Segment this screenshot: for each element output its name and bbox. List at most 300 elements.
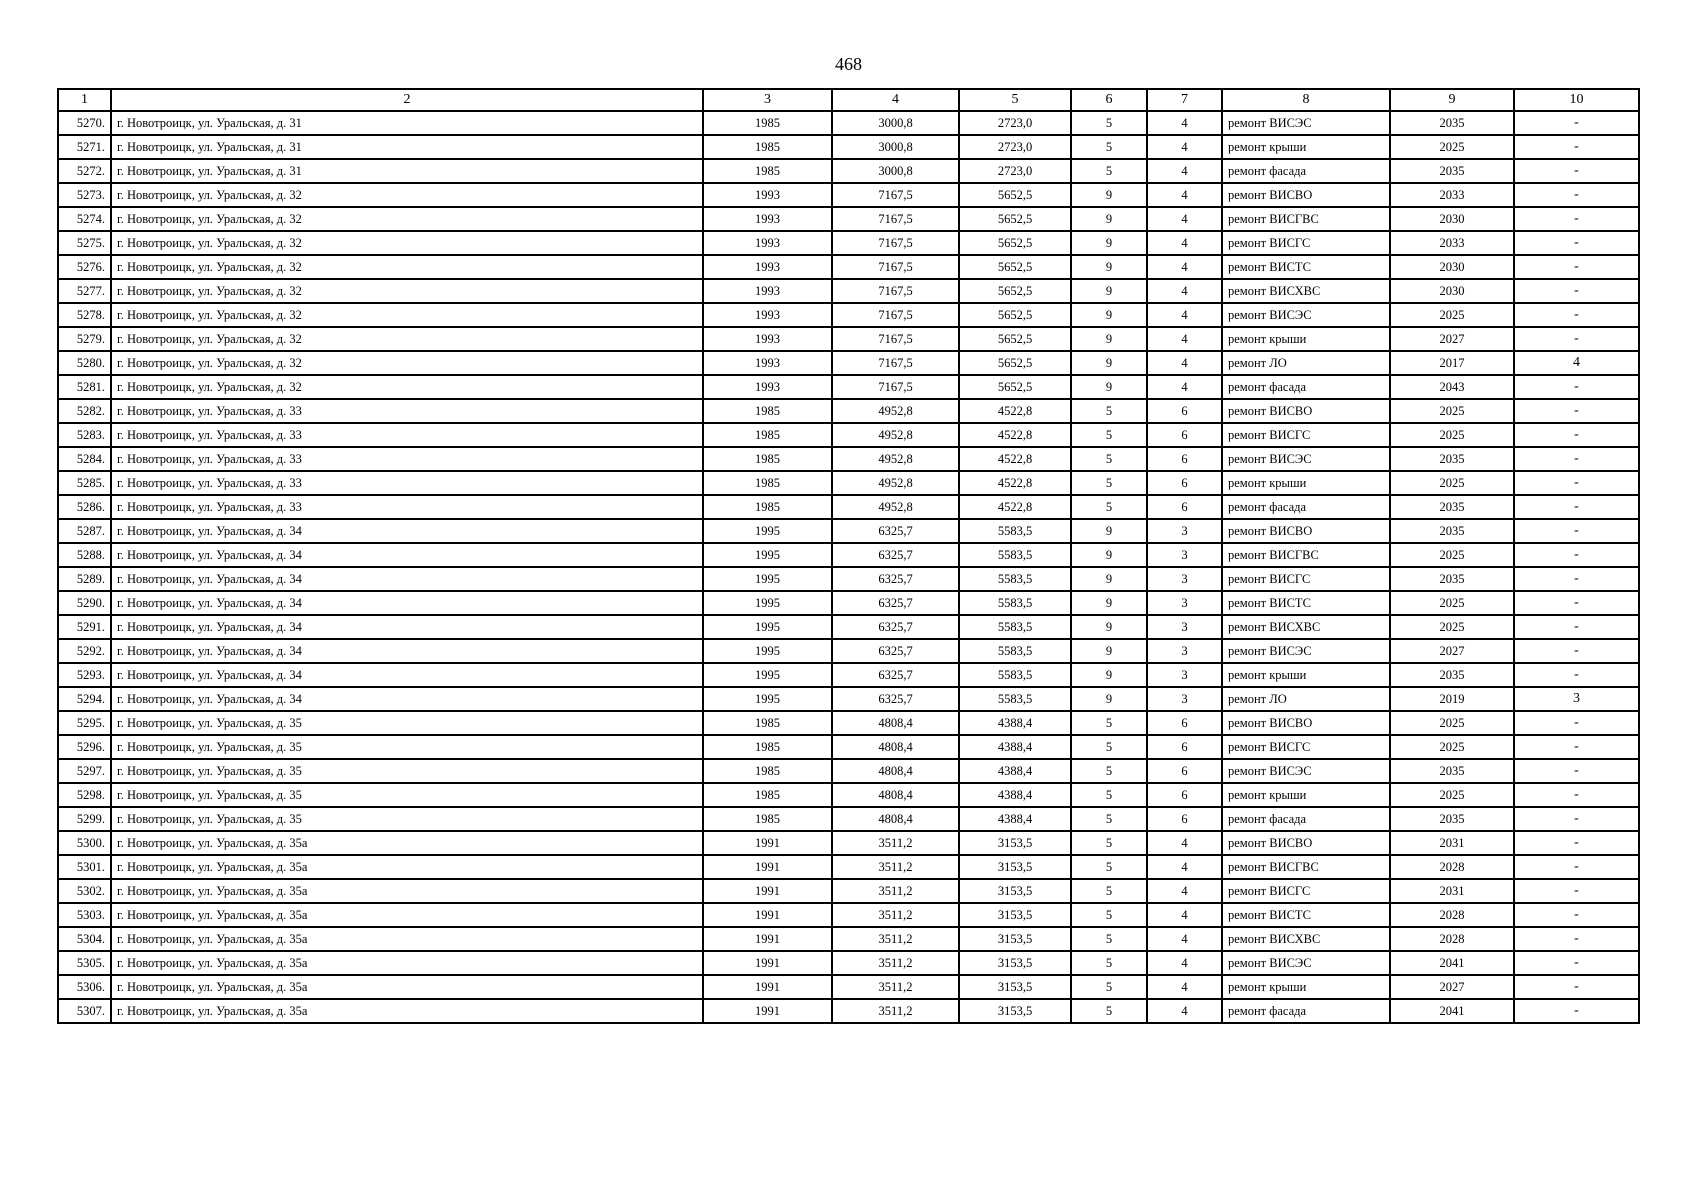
address-cell: г. Новотроицк, ул. Уральская, д. 33 xyxy=(111,423,703,447)
work-type-cell: ремонт ЛО xyxy=(1222,351,1390,375)
column-10-value-cell: - xyxy=(1514,783,1639,807)
planned-year-cell: 2043 xyxy=(1390,375,1514,399)
work-type-cell: ремонт ВИСЭС xyxy=(1222,111,1390,135)
entrances-cell: 6 xyxy=(1147,447,1222,471)
year-built-cell: 1985 xyxy=(703,783,832,807)
entrances-cell: 4 xyxy=(1147,207,1222,231)
planned-year-cell: 2025 xyxy=(1390,543,1514,567)
address-cell: г. Новотроицк, ул. Уральская, д. 31 xyxy=(111,159,703,183)
living-area-cell: 4522,8 xyxy=(959,447,1071,471)
work-type-cell: ремонт крыши xyxy=(1222,663,1390,687)
table-row xyxy=(58,711,1639,735)
year-built-cell: 1993 xyxy=(703,231,832,255)
address-cell: г. Новотроицк, ул. Уральская, д. 35а xyxy=(111,903,703,927)
work-type-cell: ремонт фасада xyxy=(1222,999,1390,1023)
planned-year-cell: 2027 xyxy=(1390,975,1514,999)
work-type-cell: ремонт ВИСГВС xyxy=(1222,207,1390,231)
row-number-cell: 5300. xyxy=(58,831,111,855)
planned-year-cell: 2027 xyxy=(1390,639,1514,663)
address-cell: г. Новотроицк, ул. Уральская, д. 35а xyxy=(111,831,703,855)
planned-year-cell: 2035 xyxy=(1390,447,1514,471)
column-10-value-cell: - xyxy=(1514,927,1639,951)
row-number-cell: 5284. xyxy=(58,447,111,471)
planned-year-cell: 2025 xyxy=(1390,735,1514,759)
column-10-value-cell: - xyxy=(1514,135,1639,159)
year-built-cell: 1991 xyxy=(703,831,832,855)
column-10-value-cell: - xyxy=(1514,831,1639,855)
work-type-cell: ремонт ВИСЭС xyxy=(1222,951,1390,975)
work-type-cell: ремонт ВИСХВС xyxy=(1222,279,1390,303)
table-row xyxy=(58,183,1639,207)
entrances-cell: 6 xyxy=(1147,783,1222,807)
table-row xyxy=(58,807,1639,831)
planned-year-cell: 2035 xyxy=(1390,807,1514,831)
address-cell: г. Новотроицк, ул. Уральская, д. 32 xyxy=(111,327,703,351)
living-area-cell: 4522,8 xyxy=(959,399,1071,423)
address-cell: г. Новотроицк, ул. Уральская, д. 32 xyxy=(111,351,703,375)
total-area-cell: 7167,5 xyxy=(832,351,959,375)
planned-year-cell: 2033 xyxy=(1390,183,1514,207)
table-row xyxy=(58,351,1639,375)
table-row xyxy=(58,471,1639,495)
year-built-cell: 1985 xyxy=(703,135,832,159)
total-area-cell: 3000,8 xyxy=(832,135,959,159)
column-10-value-cell: 3 xyxy=(1514,687,1639,711)
year-built-cell: 1991 xyxy=(703,999,832,1023)
table-row xyxy=(58,399,1639,423)
work-type-cell: ремонт ВИСВО xyxy=(1222,183,1390,207)
total-area-cell: 4808,4 xyxy=(832,807,959,831)
year-built-cell: 1991 xyxy=(703,951,832,975)
row-number-cell: 5299. xyxy=(58,807,111,831)
living-area-cell: 4522,8 xyxy=(959,471,1071,495)
planned-year-cell: 2035 xyxy=(1390,495,1514,519)
work-type-cell: ремонт ВИСЭС xyxy=(1222,759,1390,783)
planned-year-cell: 2017 xyxy=(1390,351,1514,375)
work-type-cell: ремонт ВИСГВС xyxy=(1222,543,1390,567)
total-area-cell: 7167,5 xyxy=(832,207,959,231)
entrances-cell: 4 xyxy=(1147,831,1222,855)
column-header-6: 6 xyxy=(1071,89,1147,111)
planned-year-cell: 2031 xyxy=(1390,879,1514,903)
floors-cell: 9 xyxy=(1071,663,1147,687)
column-header-8: 8 xyxy=(1222,89,1390,111)
table-row xyxy=(58,111,1639,135)
floors-cell: 9 xyxy=(1071,687,1147,711)
planned-year-cell: 2035 xyxy=(1390,759,1514,783)
row-number-cell: 5273. xyxy=(58,183,111,207)
address-cell: г. Новотроицк, ул. Уральская, д. 33 xyxy=(111,495,703,519)
year-built-cell: 1993 xyxy=(703,375,832,399)
entrances-cell: 4 xyxy=(1147,231,1222,255)
column-10-value-cell: - xyxy=(1514,399,1639,423)
address-cell: г. Новотроицк, ул. Уральская, д. 34 xyxy=(111,519,703,543)
work-type-cell: ремонт ЛО xyxy=(1222,687,1390,711)
floors-cell: 5 xyxy=(1071,399,1147,423)
living-area-cell: 4388,4 xyxy=(959,735,1071,759)
work-type-cell: ремонт ВИСГС xyxy=(1222,231,1390,255)
address-cell: г. Новотроицк, ул. Уральская, д. 34 xyxy=(111,543,703,567)
planned-year-cell: 2025 xyxy=(1390,399,1514,423)
address-cell: г. Новотроицк, ул. Уральская, д. 33 xyxy=(111,471,703,495)
living-area-cell: 5583,5 xyxy=(959,615,1071,639)
row-number-cell: 5293. xyxy=(58,663,111,687)
entrances-cell: 6 xyxy=(1147,495,1222,519)
total-area-cell: 3511,2 xyxy=(832,951,959,975)
total-area-cell: 3511,2 xyxy=(832,975,959,999)
planned-year-cell: 2035 xyxy=(1390,663,1514,687)
floors-cell: 9 xyxy=(1071,567,1147,591)
total-area-cell: 3511,2 xyxy=(832,903,959,927)
column-10-value-cell: 4 xyxy=(1514,351,1639,375)
entrances-cell: 4 xyxy=(1147,303,1222,327)
total-area-cell: 7167,5 xyxy=(832,279,959,303)
floors-cell: 5 xyxy=(1071,951,1147,975)
floors-cell: 9 xyxy=(1071,231,1147,255)
entrances-cell: 3 xyxy=(1147,543,1222,567)
entrances-cell: 4 xyxy=(1147,975,1222,999)
row-number-cell: 5275. xyxy=(58,231,111,255)
address-cell: г. Новотроицк, ул. Уральская, д. 35а xyxy=(111,855,703,879)
column-10-value-cell: - xyxy=(1514,903,1639,927)
entrances-cell: 3 xyxy=(1147,639,1222,663)
work-type-cell: ремонт ВИСЭС xyxy=(1222,639,1390,663)
floors-cell: 9 xyxy=(1071,327,1147,351)
floors-cell: 9 xyxy=(1071,279,1147,303)
work-type-cell: ремонт ВИСТС xyxy=(1222,255,1390,279)
year-built-cell: 1985 xyxy=(703,423,832,447)
total-area-cell: 3000,8 xyxy=(832,159,959,183)
row-number-cell: 5272. xyxy=(58,159,111,183)
column-10-value-cell: - xyxy=(1514,615,1639,639)
year-built-cell: 1995 xyxy=(703,687,832,711)
total-area-cell: 4808,4 xyxy=(832,783,959,807)
planned-year-cell: 2030 xyxy=(1390,279,1514,303)
column-10-value-cell: - xyxy=(1514,519,1639,543)
work-type-cell: ремонт ВИСЭС xyxy=(1222,303,1390,327)
year-built-cell: 1985 xyxy=(703,807,832,831)
column-header-2: 2 xyxy=(111,89,703,111)
total-area-cell: 6325,7 xyxy=(832,591,959,615)
table-row xyxy=(58,639,1639,663)
total-area-cell: 7167,5 xyxy=(832,255,959,279)
work-type-cell: ремонт ВИСГС xyxy=(1222,567,1390,591)
floors-cell: 5 xyxy=(1071,927,1147,951)
planned-year-cell: 2035 xyxy=(1390,111,1514,135)
living-area-cell: 3153,5 xyxy=(959,975,1071,999)
entrances-cell: 4 xyxy=(1147,903,1222,927)
floors-cell: 5 xyxy=(1071,999,1147,1023)
column-10-value-cell: - xyxy=(1514,447,1639,471)
address-cell: г. Новотроицк, ул. Уральская, д. 35 xyxy=(111,807,703,831)
year-built-cell: 1985 xyxy=(703,711,832,735)
year-built-cell: 1993 xyxy=(703,303,832,327)
total-area-cell: 3511,2 xyxy=(832,855,959,879)
living-area-cell: 5652,5 xyxy=(959,231,1071,255)
column-10-value-cell: - xyxy=(1514,855,1639,879)
column-10-value-cell: - xyxy=(1514,663,1639,687)
address-cell: г. Новотроицк, ул. Уральская, д. 33 xyxy=(111,447,703,471)
entrances-cell: 6 xyxy=(1147,711,1222,735)
entrances-cell: 4 xyxy=(1147,351,1222,375)
table-row xyxy=(58,135,1639,159)
column-10-value-cell: - xyxy=(1514,255,1639,279)
column-10-value-cell: - xyxy=(1514,327,1639,351)
year-built-cell: 1993 xyxy=(703,327,832,351)
address-cell: г. Новотроицк, ул. Уральская, д. 32 xyxy=(111,255,703,279)
address-cell: г. Новотроицк, ул. Уральская, д. 34 xyxy=(111,615,703,639)
year-built-cell: 1993 xyxy=(703,279,832,303)
floors-cell: 9 xyxy=(1071,303,1147,327)
row-number-cell: 5298. xyxy=(58,783,111,807)
table-row xyxy=(58,159,1639,183)
year-built-cell: 1985 xyxy=(703,735,832,759)
table-row xyxy=(58,735,1639,759)
table-row xyxy=(58,327,1639,351)
column-10-value-cell: - xyxy=(1514,423,1639,447)
row-number-cell: 5285. xyxy=(58,471,111,495)
floors-cell: 9 xyxy=(1071,375,1147,399)
table-row xyxy=(58,687,1639,711)
entrances-cell: 3 xyxy=(1147,567,1222,591)
floors-cell: 5 xyxy=(1071,711,1147,735)
total-area-cell: 3511,2 xyxy=(832,879,959,903)
living-area-cell: 4388,4 xyxy=(959,807,1071,831)
table-row xyxy=(58,927,1639,951)
year-built-cell: 1991 xyxy=(703,879,832,903)
address-cell: г. Новотроицк, ул. Уральская, д. 32 xyxy=(111,231,703,255)
table-row xyxy=(58,879,1639,903)
column-header-5: 5 xyxy=(959,89,1071,111)
address-cell: г. Новотроицк, ул. Уральская, д. 32 xyxy=(111,303,703,327)
row-number-cell: 5281. xyxy=(58,375,111,399)
address-cell: г. Новотроицк, ул. Уральская, д. 35а xyxy=(111,951,703,975)
table-row xyxy=(58,207,1639,231)
row-number-cell: 5292. xyxy=(58,639,111,663)
living-area-cell: 5583,5 xyxy=(959,591,1071,615)
row-number-cell: 5277. xyxy=(58,279,111,303)
table-row xyxy=(58,543,1639,567)
planned-year-cell: 2041 xyxy=(1390,951,1514,975)
work-type-cell: ремонт ВИСТС xyxy=(1222,903,1390,927)
floors-cell: 5 xyxy=(1071,471,1147,495)
address-cell: г. Новотроицк, ул. Уральская, д. 31 xyxy=(111,135,703,159)
column-header-1: 1 xyxy=(58,89,111,111)
address-cell: г. Новотроицк, ул. Уральская, д. 32 xyxy=(111,375,703,399)
row-number-cell: 5279. xyxy=(58,327,111,351)
entrances-cell: 3 xyxy=(1147,591,1222,615)
year-built-cell: 1985 xyxy=(703,495,832,519)
column-10-value-cell: - xyxy=(1514,807,1639,831)
address-cell: г. Новотроицк, ул. Уральская, д. 35 xyxy=(111,711,703,735)
living-area-cell: 4522,8 xyxy=(959,423,1071,447)
row-number-cell: 5291. xyxy=(58,615,111,639)
entrances-cell: 4 xyxy=(1147,135,1222,159)
floors-cell: 5 xyxy=(1071,759,1147,783)
column-10-value-cell: - xyxy=(1514,159,1639,183)
living-area-cell: 2723,0 xyxy=(959,111,1071,135)
table-row xyxy=(58,231,1639,255)
table-row xyxy=(58,519,1639,543)
total-area-cell: 4952,8 xyxy=(832,423,959,447)
entrances-cell: 4 xyxy=(1147,279,1222,303)
floors-cell: 9 xyxy=(1071,639,1147,663)
planned-year-cell: 2033 xyxy=(1390,231,1514,255)
total-area-cell: 7167,5 xyxy=(832,327,959,351)
living-area-cell: 4388,4 xyxy=(959,759,1071,783)
year-built-cell: 1995 xyxy=(703,615,832,639)
entrances-cell: 3 xyxy=(1147,687,1222,711)
floors-cell: 5 xyxy=(1071,903,1147,927)
living-area-cell: 3153,5 xyxy=(959,831,1071,855)
year-built-cell: 1991 xyxy=(703,903,832,927)
living-area-cell: 5652,5 xyxy=(959,303,1071,327)
column-10-value-cell: - xyxy=(1514,735,1639,759)
total-area-cell: 4808,4 xyxy=(832,711,959,735)
row-number-cell: 5301. xyxy=(58,855,111,879)
row-number-cell: 5303. xyxy=(58,903,111,927)
total-area-cell: 6325,7 xyxy=(832,519,959,543)
floors-cell: 5 xyxy=(1071,783,1147,807)
column-10-value-cell: - xyxy=(1514,999,1639,1023)
year-built-cell: 1985 xyxy=(703,447,832,471)
work-type-cell: ремонт ВИСЭС xyxy=(1222,447,1390,471)
table-row xyxy=(58,783,1639,807)
floors-cell: 5 xyxy=(1071,159,1147,183)
floors-cell: 9 xyxy=(1071,543,1147,567)
address-cell: г. Новотроицк, ул. Уральская, д. 35 xyxy=(111,759,703,783)
work-type-cell: ремонт ВИСГС xyxy=(1222,423,1390,447)
work-type-cell: ремонт ВИСГВС xyxy=(1222,855,1390,879)
living-area-cell: 3153,5 xyxy=(959,855,1071,879)
table-row xyxy=(58,759,1639,783)
planned-year-cell: 2025 xyxy=(1390,303,1514,327)
floors-cell: 9 xyxy=(1071,255,1147,279)
total-area-cell: 3511,2 xyxy=(832,999,959,1023)
total-area-cell: 4808,4 xyxy=(832,759,959,783)
total-area-cell: 6325,7 xyxy=(832,687,959,711)
address-cell: г. Новотроицк, ул. Уральская, д. 35 xyxy=(111,783,703,807)
address-cell: г. Новотроицк, ул. Уральская, д. 35а xyxy=(111,999,703,1023)
column-header-7: 7 xyxy=(1147,89,1222,111)
year-built-cell: 1993 xyxy=(703,351,832,375)
column-10-value-cell: - xyxy=(1514,279,1639,303)
total-area-cell: 4952,8 xyxy=(832,399,959,423)
planned-year-cell: 2025 xyxy=(1390,783,1514,807)
column-10-value-cell: - xyxy=(1514,111,1639,135)
work-type-cell: ремонт крыши xyxy=(1222,135,1390,159)
living-area-cell: 5583,5 xyxy=(959,663,1071,687)
year-built-cell: 1991 xyxy=(703,975,832,999)
address-cell: г. Новотроицк, ул. Уральская, д. 34 xyxy=(111,639,703,663)
year-built-cell: 1995 xyxy=(703,519,832,543)
entrances-cell: 6 xyxy=(1147,735,1222,759)
table-row xyxy=(58,591,1639,615)
floors-cell: 9 xyxy=(1071,615,1147,639)
work-type-cell: ремонт ВИСХВС xyxy=(1222,927,1390,951)
planned-year-cell: 2025 xyxy=(1390,615,1514,639)
planned-year-cell: 2041 xyxy=(1390,999,1514,1023)
floors-cell: 5 xyxy=(1071,111,1147,135)
floors-cell: 5 xyxy=(1071,423,1147,447)
floors-cell: 5 xyxy=(1071,975,1147,999)
entrances-cell: 6 xyxy=(1147,423,1222,447)
address-cell: г. Новотроицк, ул. Уральская, д. 35а xyxy=(111,975,703,999)
column-10-value-cell: - xyxy=(1514,207,1639,231)
column-10-value-cell: - xyxy=(1514,375,1639,399)
column-header-3: 3 xyxy=(703,89,832,111)
entrances-cell: 4 xyxy=(1147,879,1222,903)
living-area-cell: 5652,5 xyxy=(959,255,1071,279)
planned-year-cell: 2025 xyxy=(1390,711,1514,735)
floors-cell: 9 xyxy=(1071,591,1147,615)
work-type-cell: ремонт крыши xyxy=(1222,783,1390,807)
floors-cell: 9 xyxy=(1071,207,1147,231)
row-number-cell: 5287. xyxy=(58,519,111,543)
total-area-cell: 7167,5 xyxy=(832,183,959,207)
address-cell: г. Новотроицк, ул. Уральская, д. 31 xyxy=(111,111,703,135)
table-row xyxy=(58,255,1639,279)
entrances-cell: 4 xyxy=(1147,927,1222,951)
table-row xyxy=(58,975,1639,999)
work-type-cell: ремонт крыши xyxy=(1222,327,1390,351)
row-number-cell: 5280. xyxy=(58,351,111,375)
floors-cell: 5 xyxy=(1071,807,1147,831)
total-area-cell: 4952,8 xyxy=(832,447,959,471)
column-10-value-cell: - xyxy=(1514,231,1639,255)
total-area-cell: 7167,5 xyxy=(832,231,959,255)
planned-year-cell: 2031 xyxy=(1390,831,1514,855)
living-area-cell: 5652,5 xyxy=(959,183,1071,207)
row-number-cell: 5271. xyxy=(58,135,111,159)
entrances-cell: 4 xyxy=(1147,255,1222,279)
living-area-cell: 5652,5 xyxy=(959,375,1071,399)
year-built-cell: 1991 xyxy=(703,855,832,879)
address-cell: г. Новотроицк, ул. Уральская, д. 34 xyxy=(111,687,703,711)
planned-year-cell: 2028 xyxy=(1390,855,1514,879)
entrances-cell: 4 xyxy=(1147,855,1222,879)
address-cell: г. Новотроицк, ул. Уральская, д. 35а xyxy=(111,879,703,903)
entrances-cell: 4 xyxy=(1147,159,1222,183)
planned-year-cell: 2035 xyxy=(1390,159,1514,183)
planned-year-cell: 2035 xyxy=(1390,567,1514,591)
total-area-cell: 4952,8 xyxy=(832,471,959,495)
row-number-cell: 5306. xyxy=(58,975,111,999)
row-number-cell: 5288. xyxy=(58,543,111,567)
work-type-cell: ремонт фасада xyxy=(1222,495,1390,519)
total-area-cell: 6325,7 xyxy=(832,543,959,567)
column-10-value-cell: - xyxy=(1514,711,1639,735)
column-10-value-cell: - xyxy=(1514,303,1639,327)
living-area-cell: 4388,4 xyxy=(959,783,1071,807)
row-number-cell: 5307. xyxy=(58,999,111,1023)
table-row xyxy=(58,567,1639,591)
work-type-cell: ремонт ВИСГС xyxy=(1222,879,1390,903)
living-area-cell: 5652,5 xyxy=(959,207,1071,231)
total-area-cell: 7167,5 xyxy=(832,375,959,399)
year-built-cell: 1993 xyxy=(703,255,832,279)
table-row xyxy=(58,279,1639,303)
table-row xyxy=(58,855,1639,879)
year-built-cell: 1995 xyxy=(703,591,832,615)
address-cell: г. Новотроицк, ул. Уральская, д. 34 xyxy=(111,567,703,591)
floors-cell: 9 xyxy=(1071,183,1147,207)
address-cell: г. Новотроицк, ул. Уральская, д. 34 xyxy=(111,591,703,615)
work-type-cell: ремонт фасада xyxy=(1222,159,1390,183)
table-row xyxy=(58,303,1639,327)
planned-year-cell: 2028 xyxy=(1390,927,1514,951)
column-header-9: 9 xyxy=(1390,89,1514,111)
